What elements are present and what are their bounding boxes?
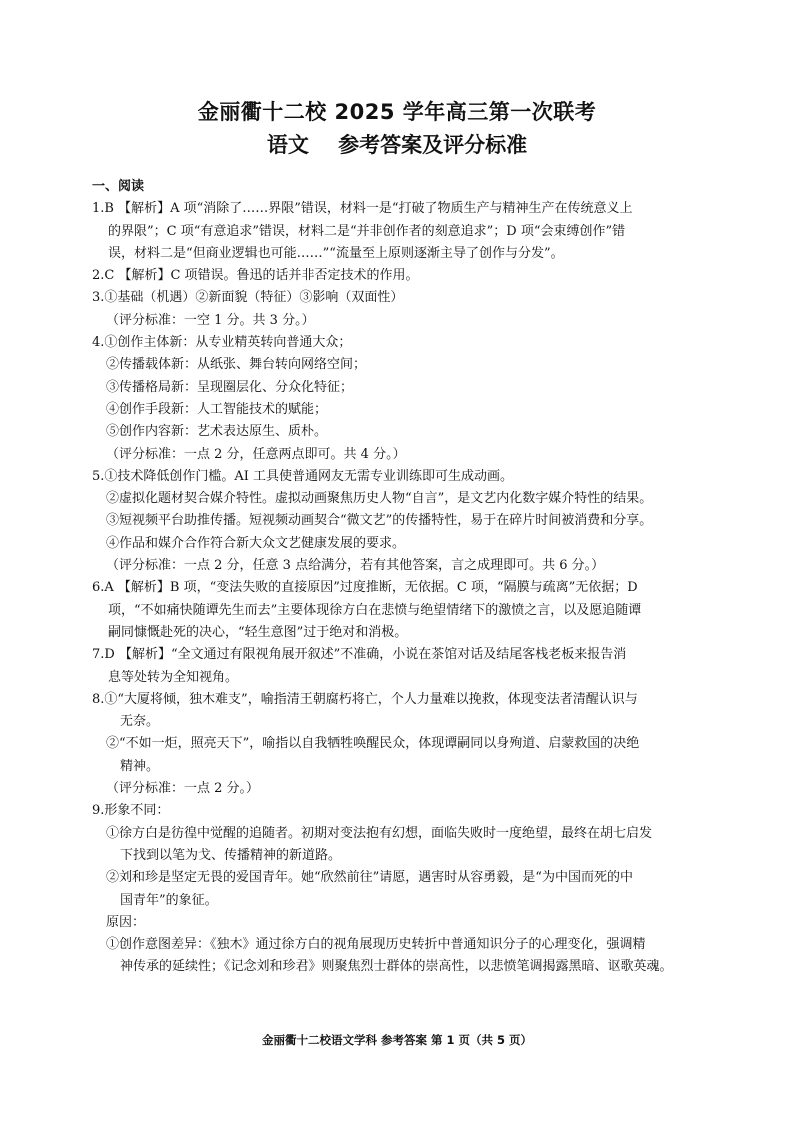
answer-1-line: 的界限”；C 项“有意追求”错误，材料二是“并非创作者的刻意追求”；D 项“会束缚创作”错: [108, 223, 626, 239]
answer-9-line: 原因：: [106, 914, 146, 930]
answer-6-line: 嗣同慷慨赴死的决心，“轻生意图”过于绝对和消极。: [108, 624, 408, 640]
answer-9-line: 神传承的延续性；《记念刘和珍君》则聚焦烈士群体的崇高性，以悲愤笔调揭露黑暗、讴歌英魂。: [120, 959, 673, 975]
scoring-note-4: （评分标准：一点 2 分，任意两点即可。共 4 分。）: [106, 446, 406, 462]
exam-subtitle: 语文 参考答案及评分标准: [266, 133, 528, 157]
answer-6-line: 项，“不如痛快随谭先生而去”主要体现徐方白在悲愤与绝望情绪下的激愤之言，以及愿追随谭: [108, 602, 642, 618]
answer-5-line: ③短视频平台助推传播。短视频动画契合“微文艺”的传播特性，易于在碎片时间被消费和分享。: [106, 513, 653, 529]
answer-1-line: 1.B 【解析】A 项“消除了……界限”错误，材料一是“打破了物质生产与精神生产在传统意义上: [92, 201, 633, 217]
answer-5-line: ②虚拟化题材契合媒介特性。虚拟动画聚焦历史人物“自言”，是文艺内化数字媒介特性的结果。: [106, 491, 653, 507]
answer-8-line: 精神。: [120, 758, 160, 774]
answer-8-line: 无奈。: [120, 714, 160, 730]
answer-7-line: 息等处转为全知视角。: [108, 669, 239, 685]
answer-4-line: 4.①创作主体新：从专业精英转向普通大众；: [92, 335, 352, 351]
answer-5-line: ④作品和媒介合作符合新大众文艺健康发展的要求。: [106, 535, 406, 551]
answer-5-line: 5.①技术降低创作门槛。AI 工具使普通网友无需专业训练即可生成动画。: [92, 468, 514, 484]
answer-4-line: ④创作手段新：人工智能技术的赋能；: [106, 401, 328, 417]
answer-9-line: ②刘和珍是坚定无畏的爱国青年。她“欣然前往”请愿，遇害时从容勇毅，是“为中国而死的中: [106, 870, 633, 886]
answer-3-line: 3.①基础（机遇）②新面貌（特征）③影响（双面性）: [92, 290, 404, 306]
answer-9-line: 下找到以笔为戈、传播精神的新道路。: [120, 847, 342, 863]
answer-9-line: 9.形象不同：: [92, 803, 170, 819]
answer-9-line: ①徐方白是彷徨中觉醒的追随者。初期对变法抱有幻想，面临失败时一度绝望，最终在胡七启发: [106, 825, 653, 841]
page-footer: 金丽衢十二校语文学科 参考答案 第 1 页（共 5 页）: [261, 1033, 533, 1047]
answer-6-line: 6.A 【解析】B 项，“变法失败的直接原因”过度推断，无依据。C 项，“隔膜与疏离”无依据；D: [92, 580, 638, 596]
exam-title: 金丽衢十二校 2025 学年高三第一次联考: [197, 100, 597, 124]
scoring-note-5: （评分标准：一点 2 分，任意 3 点给满分，若有其他答案，言之成理即可。共 6 分。）: [106, 558, 605, 574]
scoring-note-8: （评分标准：一点 2 分。）: [106, 781, 260, 797]
answer-9-line: 国青年”的象征。: [120, 892, 218, 908]
answer-body: [92, 176, 704, 979]
section-heading-reading: 一、阅读: [92, 179, 145, 194]
answer-4-line: ②传播载体新：从纸张、舞台转向网络空间；: [106, 357, 367, 373]
scoring-note-3: （评分标准：一空 1 分。共 3 分。）: [106, 312, 315, 328]
answer-1-line: 误，材料二是“但商业逻辑也可能……”“流量至上原则逐渐主导了创作与分发”。: [108, 245, 564, 261]
answer-4-line: ③传播格局新：呈现圈层化、分众化特征；: [106, 379, 354, 395]
answer-9-line: ①创作意图差异：《独木》通过徐方白的视角展现历史转折中普通知识分子的心理变化，强调精: [106, 937, 646, 953]
answer-4-line: ⑤创作内容新：艺术表达原生、质朴。: [106, 424, 328, 440]
answer-8-line: ②“不如一炬，照亮天下”，喻指以自我牺牲唤醒民众，体现谭嗣同以身殉道、启蒙救国的决绝: [106, 736, 640, 752]
answer-8-line: 8.①“大厦将倾，独木难支”，喻指清王朝腐朽将亡，个人力量难以挽救，体现变法者清醒认识与: [92, 691, 638, 707]
answer-2-line: 2.C 【解析】C 项错误。鲁迅的话并非否定技术的作用。: [92, 268, 419, 284]
answer-7-line: 7.D 【解析】“全文通过有限视角展开叙述”不准确，小说在茶馆对话及结尾客栈老板来报告消: [92, 647, 627, 663]
